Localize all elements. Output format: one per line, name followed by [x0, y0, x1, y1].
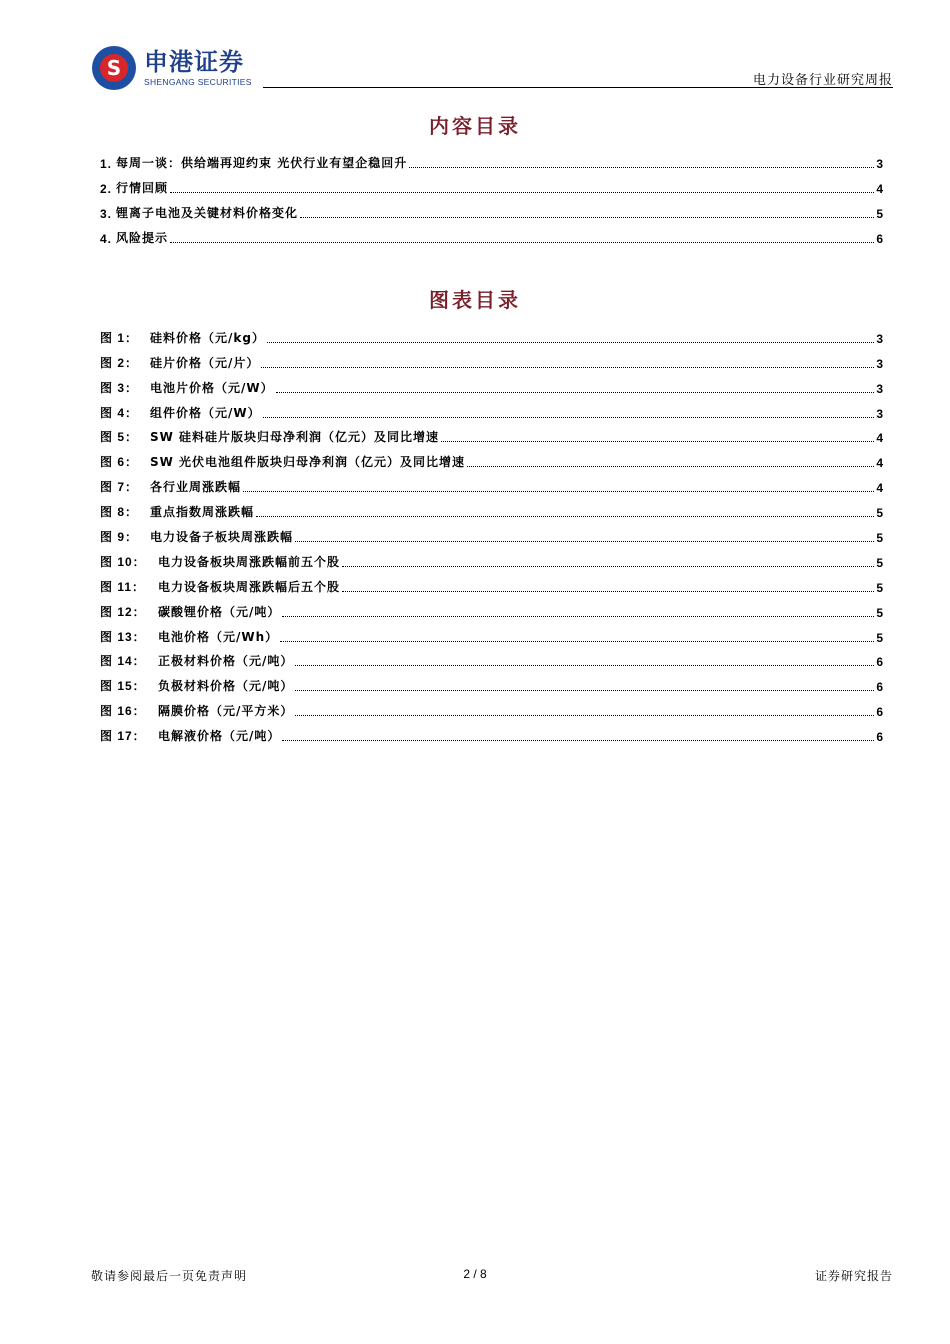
figure-entry-number: 图 3： — [100, 380, 139, 395]
toc-entry-page: 6 — [876, 231, 884, 246]
toc-entry-page: 5 — [876, 206, 884, 221]
dot-leader — [170, 192, 874, 193]
figure-entry-label: 碳酸锂价格（元/吨） — [158, 604, 281, 619]
figure-entry-page: 6 — [876, 705, 884, 720]
figure-entry-number: 图 8： — [100, 505, 139, 520]
figure-entry[interactable] — [100, 445, 884, 470]
toc-entry-label: 行情回顾 — [116, 180, 169, 195]
figure-entry-number: 图 16： — [100, 704, 146, 719]
figure-entry-page: 6 — [876, 655, 884, 670]
figure-entry[interactable] — [100, 669, 884, 694]
figure-entry-number: 图 9： — [100, 530, 139, 545]
figure-entry-page: 4 — [876, 456, 884, 471]
figure-entry-label: 负极材料价格（元/吨） — [158, 679, 294, 694]
figure-entry-page: 5 — [876, 506, 884, 521]
contents-title: 内容目录 — [429, 114, 521, 138]
figure-entry-label: 电力设备子板块周涨跌幅 — [150, 530, 294, 545]
figure-entry[interactable] — [100, 645, 884, 670]
figure-entry-page: 5 — [876, 555, 884, 570]
figure-entry-label: 电力设备板块周涨跌幅前五个股 — [158, 554, 341, 569]
figure-entry[interactable] — [100, 545, 884, 570]
page-header — [0, 0, 950, 100]
dot-leader — [342, 566, 874, 567]
toc-entry-label: 锂离子电池及关键材料价格变化 — [116, 205, 299, 220]
figure-entry-label: 电池片价格（元/W） — [150, 380, 274, 395]
figure-entry-label: 硅料价格（元/kg） — [150, 330, 265, 345]
dot-leader — [295, 665, 874, 666]
figure-entry-label: 隔膜价格（元/平方米） — [158, 704, 294, 719]
figure-entry-number: 图 13： — [100, 629, 146, 644]
header-divider — [263, 87, 893, 88]
figure-entry-number: 图 11： — [100, 579, 146, 594]
dot-leader — [295, 541, 874, 542]
toc-entry[interactable] — [100, 221, 884, 246]
dot-leader — [282, 616, 874, 617]
logo-emblem-icon: S — [92, 46, 136, 90]
figure-entry-label: 重点指数周涨跌幅 — [150, 505, 255, 520]
figure-entry-label: 电力设备板块周涨跌幅后五个股 — [158, 579, 341, 594]
figure-entry[interactable] — [100, 694, 884, 719]
contents-list — [100, 146, 884, 246]
figure-entry-number: 图 5： — [100, 430, 139, 445]
dot-leader — [295, 690, 874, 691]
figure-entry-page: 6 — [876, 680, 884, 695]
figure-entry-label: 各行业周涨跌幅 — [150, 480, 242, 495]
figure-entry-label: SW 光伏电池组件版块归母净利润（亿元）及同比增速 — [150, 455, 466, 470]
toc-entry[interactable] — [100, 171, 884, 196]
figure-entry[interactable] — [100, 520, 884, 545]
figure-entry-number: 图 17： — [100, 729, 146, 744]
toc-entry[interactable] — [100, 196, 884, 221]
toc-entry-number: 2. — [100, 181, 113, 196]
dot-leader — [243, 491, 874, 492]
figure-entry-page: 6 — [876, 730, 884, 745]
figure-entry-number: 图 7： — [100, 480, 139, 495]
dot-leader — [267, 342, 874, 343]
figures-list — [100, 321, 884, 744]
figures-title: 图表目录 — [429, 288, 521, 312]
figure-entry-page: 5 — [876, 531, 884, 546]
figure-entry-number: 图 4： — [100, 405, 139, 420]
figure-entry-label: 电解液价格（元/吨） — [158, 729, 281, 744]
figure-entry-number: 图 6： — [100, 455, 139, 470]
toc-entry-number: 1. — [100, 156, 113, 171]
figure-entry[interactable] — [100, 719, 884, 744]
figure-entry[interactable] — [100, 495, 884, 520]
figure-entry[interactable] — [100, 470, 884, 495]
figure-entry[interactable] — [100, 570, 884, 595]
figure-entry-label: 硅片价格（元/片） — [150, 355, 260, 370]
toc-entry-label: 每周一谈：供给端再迎约束 光伏行业有望企稳回升 — [116, 155, 408, 170]
figure-entry-page: 5 — [876, 580, 884, 595]
dot-leader — [280, 641, 874, 642]
figure-entry-number: 图 14： — [100, 654, 146, 669]
dot-leader — [409, 167, 874, 168]
figure-entry[interactable] — [100, 620, 884, 645]
toc-entry[interactable] — [100, 146, 884, 171]
toc-entry-number: 3. — [100, 206, 113, 221]
figure-entry[interactable] — [100, 321, 884, 346]
document-type: 证券研究报告 — [814, 1269, 893, 1283]
disclaimer-note: 敬请参阅最后一页免责声明 — [91, 1269, 248, 1283]
dot-leader — [342, 591, 874, 592]
figure-entry-page: 5 — [876, 630, 884, 645]
figure-entry-page: 5 — [876, 605, 884, 620]
dot-leader — [276, 392, 874, 393]
figure-entry[interactable] — [100, 396, 884, 421]
figure-entry[interactable] — [100, 595, 884, 620]
figure-entry[interactable] — [100, 421, 884, 446]
dot-leader — [441, 441, 874, 442]
dot-leader — [295, 715, 874, 716]
logo-name-cn: 申港证券 — [144, 48, 244, 76]
figure-entry-page: 4 — [876, 431, 884, 446]
company-logo — [92, 44, 252, 92]
figure-entry-page: 3 — [876, 406, 884, 421]
page-number: 2 / 8 — [463, 1267, 487, 1281]
toc-entry-number: 4. — [100, 231, 113, 246]
figure-entry-label: SW 硅料硅片版块归母净利润（亿元）及同比增速 — [150, 430, 440, 445]
figure-entry[interactable] — [100, 371, 884, 396]
toc-entry-label: 风险提示 — [116, 230, 169, 245]
figure-entry-page: 3 — [876, 381, 884, 396]
dot-leader — [256, 516, 874, 517]
figure-entry-number: 图 15： — [100, 679, 146, 694]
dot-leader — [170, 242, 874, 243]
figure-entry-page: 3 — [876, 331, 884, 346]
figure-entry-number: 图 10： — [100, 554, 146, 569]
dot-leader — [263, 417, 874, 418]
toc-entry-page: 4 — [876, 181, 884, 196]
figure-entry[interactable] — [100, 346, 884, 371]
figure-entry-number: 图 12： — [100, 604, 146, 619]
figure-entry-page: 3 — [876, 356, 884, 371]
report-type: 电力设备行业研究周报 — [752, 73, 893, 88]
logo-name-en: SHENGANG SECURITIES — [144, 77, 252, 87]
toc-entry-page: 3 — [876, 156, 884, 171]
figure-entry-number: 图 2： — [100, 355, 139, 370]
dot-leader — [467, 466, 874, 467]
figure-entry-label: 组件价格（元/W） — [150, 405, 261, 420]
dot-leader — [282, 740, 874, 741]
figure-entry-page: 4 — [876, 481, 884, 496]
dot-leader — [261, 367, 874, 368]
dot-leader — [300, 217, 874, 218]
figure-entry-label: 电池价格（元/Wh） — [158, 629, 279, 644]
figure-entry-label: 正极材料价格（元/吨） — [158, 654, 294, 669]
figure-entry-number: 图 1： — [100, 330, 139, 345]
